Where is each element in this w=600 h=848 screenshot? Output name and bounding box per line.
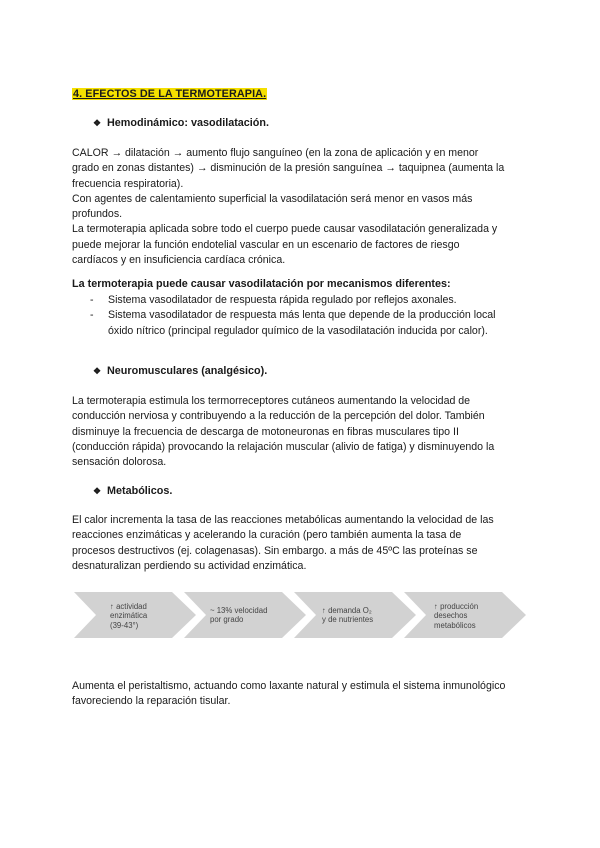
text-line: procesos destructivos (ej. colagenasas). Sin embargo. a más de 45ºC las proteínas se <box>72 544 478 557</box>
text-line: (conducción rápida) provocando la relajación muscular (alivio de fatiga) y disminuyendo la <box>72 440 495 453</box>
text-line: Con agentes de calentamiento superficial la vasodilatación será menor en vasos más <box>72 192 473 205</box>
text-line: grado en zonas distantes) → disminución de la presión sanguínea → taquipnea (aumenta la <box>72 162 505 175</box>
text-line: profundos. <box>72 208 123 221</box>
heading-hemodynamic: ❖ Hemodinámico: vasodilatación. <box>93 117 269 129</box>
list-item: - Sistema vasodilatador de respuesta rápida regulado por reflejos axonales. <box>90 294 457 306</box>
flow-step-4-label: ↑ producción desechos metabólicos <box>434 602 479 630</box>
text-line: La termoterapia aplicada sobre todo el cuerpo puede causar vasodilatación generalizada y <box>72 223 498 236</box>
diamond-bullet-icon: ❖ <box>93 366 102 376</box>
text-line: El calor incrementa la tasa de las reacciones metabólicas aumentando la velocidad de las <box>72 514 494 526</box>
heading-metabolic: ❖ Metabólicos. <box>93 485 173 497</box>
list-item: - Sistema vasodilatador de respuesta más lenta que depende de la producción local óxido nítrico (principal regulador químico de la vasodilatación inducida por calor). <box>90 309 496 337</box>
paragraph-hemodynamic <box>72 146 528 268</box>
flow-step-3-label: ↑ demanda O₂ y de nutrientes <box>322 606 374 625</box>
text-line: frecuencia respiratoria). <box>72 177 184 190</box>
text-line: La termoterapia estimula los termorreceptores cutáneos aumentando la velocidad de <box>72 395 471 407</box>
paragraph-neuromuscular <box>72 394 528 470</box>
paragraph-closing <box>72 679 528 710</box>
subheading-mechanisms: La termoterapia puede causar vasodilatación por mecanismos diferentes: <box>72 278 451 290</box>
diamond-bullet-icon: ❖ <box>93 486 102 496</box>
paragraph-metabolic <box>72 513 528 574</box>
text-line: cardíacos y en insuficiencia cardíaca crónica. <box>72 254 286 267</box>
text-line: disminuye la frecuencia de descarga de motoneuronas en fibras musculares tipo II <box>72 425 459 438</box>
section-title: 4. EFECTOS DE LA TERMOTERAPIA. <box>73 88 267 100</box>
text-line: reacciones enzimáticas y acelerando la curación (pero también aumenta la tasa de <box>72 529 462 542</box>
text-line: sensación dolorosa. <box>72 456 167 469</box>
text-line: desnaturalizan perdiendo su actividad enzimática. <box>72 559 307 572</box>
text-line: conducción nerviosa y contribuyendo a la reducción de la percepción del dolor. También <box>72 410 485 423</box>
mechanisms-list <box>90 293 530 339</box>
diamond-bullet-icon: ❖ <box>93 118 102 128</box>
text-line: favoreciendo la reparación tisular. <box>72 695 231 708</box>
text-line: Aumenta el peristaltismo, actuando como laxante natural y estimula el sistema inmunológico <box>72 680 506 692</box>
heading-neuromuscular: ❖ Neuromusculares (analgésico). <box>93 365 268 377</box>
text-line: CALOR → dilatación → aumento flujo sanguíneo (en la zona de aplicación y en menor <box>72 147 479 159</box>
text-line: puede mejorar la función endotelial vascular en un escenario de factores de riesgo <box>72 238 460 251</box>
metabolic-flow-diagram <box>72 590 528 640</box>
flow-step-1-label: ↑ actividad enzimática (39-43°) <box>110 602 148 630</box>
flow-step-2-label: ~ 13% velocidad por grado <box>210 606 268 625</box>
